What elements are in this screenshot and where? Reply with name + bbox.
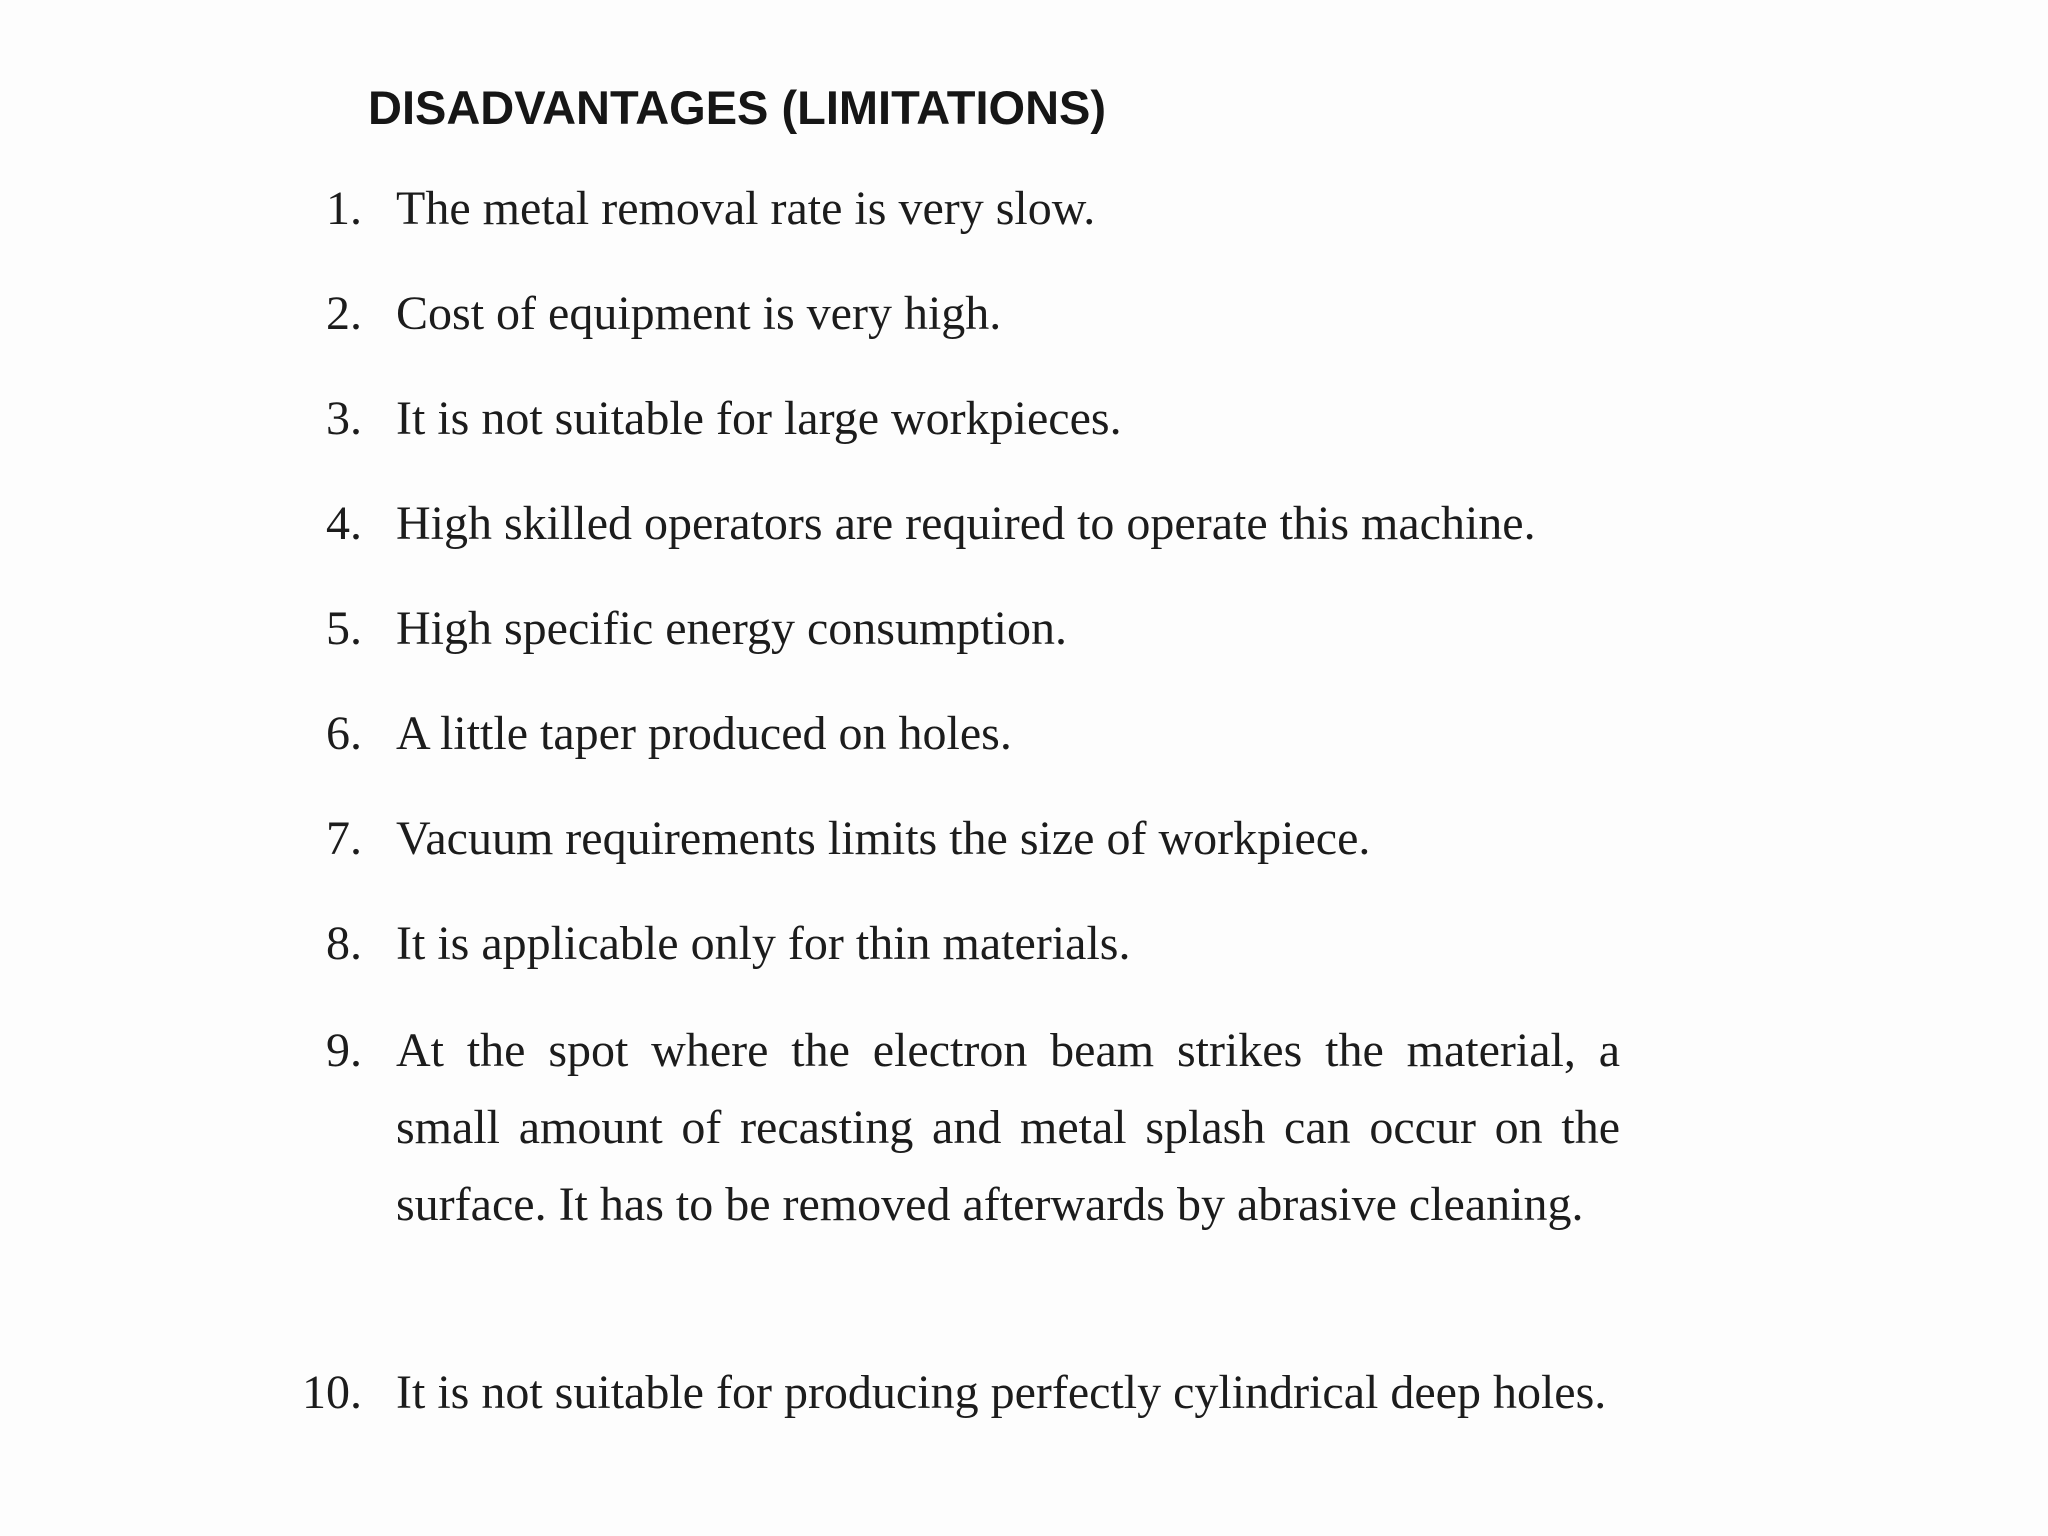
list-item-number: 5. xyxy=(326,602,362,655)
list-item-9 xyxy=(290,1012,1620,1320)
list-item-text: The metal removal rate is very slow. xyxy=(396,182,1096,235)
list-item-text: A little taper produced on holes. xyxy=(396,707,1012,760)
list-item-text: Vacuum requirements limits the size of workpiece. xyxy=(396,812,1371,865)
list-item-text: At the spot where the electron beam strikes the material, a small amount of recasting and metal splash can occur on the surface. It has to be removed afterwards by abrasive cleaning. xyxy=(396,1024,1620,1231)
list-item-number: 10. xyxy=(302,1366,362,1419)
list-item-text: It is not suitable for producing perfectly cylindrical deep holes. xyxy=(396,1366,1607,1419)
list-item-number: 3. xyxy=(326,392,362,445)
list-item-5 xyxy=(290,590,1620,667)
list-item-8 xyxy=(290,905,1620,982)
list-item-7 xyxy=(290,800,1620,877)
list-item-10 xyxy=(290,1354,1620,1508)
list-item-text: High skilled operators are required to operate this machine. xyxy=(396,497,1536,550)
list-item-2 xyxy=(290,275,1620,352)
list-item-text: Cost of equipment is very high. xyxy=(396,287,1002,340)
list-item-number: 1. xyxy=(326,182,362,235)
list-item-number: 8. xyxy=(326,917,362,970)
list-item-4 xyxy=(290,485,1620,562)
list-item-number: 2. xyxy=(326,287,362,340)
list-item-3 xyxy=(290,380,1620,457)
list-item-6 xyxy=(290,695,1620,772)
list-item-text: High specific energy consumption. xyxy=(396,602,1067,655)
list-item-number: 9. xyxy=(326,1024,362,1077)
list-item-1 xyxy=(290,170,1620,247)
list-item-number: 4. xyxy=(326,497,362,550)
list-item-text: It is applicable only for thin materials. xyxy=(396,917,1131,970)
section-heading: DISADVANTAGES (LIMITATIONS) xyxy=(368,81,1107,134)
list-item-text: It is not suitable for large workpieces. xyxy=(396,392,1122,445)
list-item-number: 6. xyxy=(326,707,362,760)
list-item-number: 7. xyxy=(326,812,362,865)
